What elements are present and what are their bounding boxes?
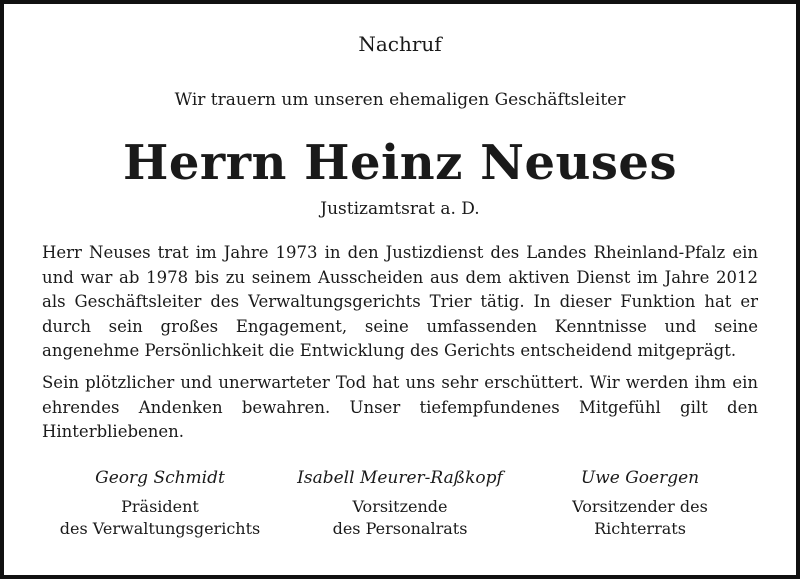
signatory-2	[285, 466, 515, 540]
notice-heading: Nachruf	[358, 32, 442, 56]
signatory-1	[45, 466, 275, 540]
tribute-paragraph: Herr Neuses trat im Jahre 1973 in den Justizdienst des Landes Rheinland-Pfalz ein und war ab 1978 bis zu seinem Ausscheiden aus dem aktiven Dienst im Jahre 2012 als Geschäftsleiter des Verwaltungsgerichts Trier tätig. In dieser Funktion hat er durch sein großes Engagement, seine umfassenden Kenntnisse und seine angenehme Persönlichkeit die Entwicklung des Gerichts entscheidend mitgeprägt.	[42, 243, 758, 361]
signatory-role	[525, 496, 755, 540]
deceased-name: Herrn Heinz Neuses	[123, 135, 677, 191]
signatory-name: Isabell Meurer-Raßkopf	[297, 468, 503, 488]
signatory-role-line: Vorsitzender des	[572, 497, 708, 516]
signatory-role	[45, 496, 275, 540]
signatory-role-line: Präsident	[121, 497, 199, 516]
signatory-name: Uwe Goergen	[580, 468, 700, 488]
condolence-paragraph: Sein plötzlicher und unerwarteter Tod hat uns sehr erschüttert. Wir werden ihm ein ehrendes Andenken bewahren. Unser tiefempfundenes Mitgefühl gilt den Hinterbliebenen.	[42, 373, 758, 442]
signatory-role-line: des Personalrats	[332, 519, 468, 538]
signatory-3	[525, 466, 755, 540]
signatory-role-line: des Verwaltungsgerichts	[59, 519, 261, 538]
signatory-name: Georg Schmidt	[95, 468, 225, 488]
signatory-role	[285, 496, 515, 540]
signatory-role-line: Richterrats	[594, 519, 686, 538]
intro-line: Wir trauern um unseren ehemaligen Geschäftsleiter	[174, 90, 626, 110]
signatory-role-line: Vorsitzende	[352, 497, 448, 516]
deceased-title: Justizamtsrat a. D.	[320, 199, 480, 219]
